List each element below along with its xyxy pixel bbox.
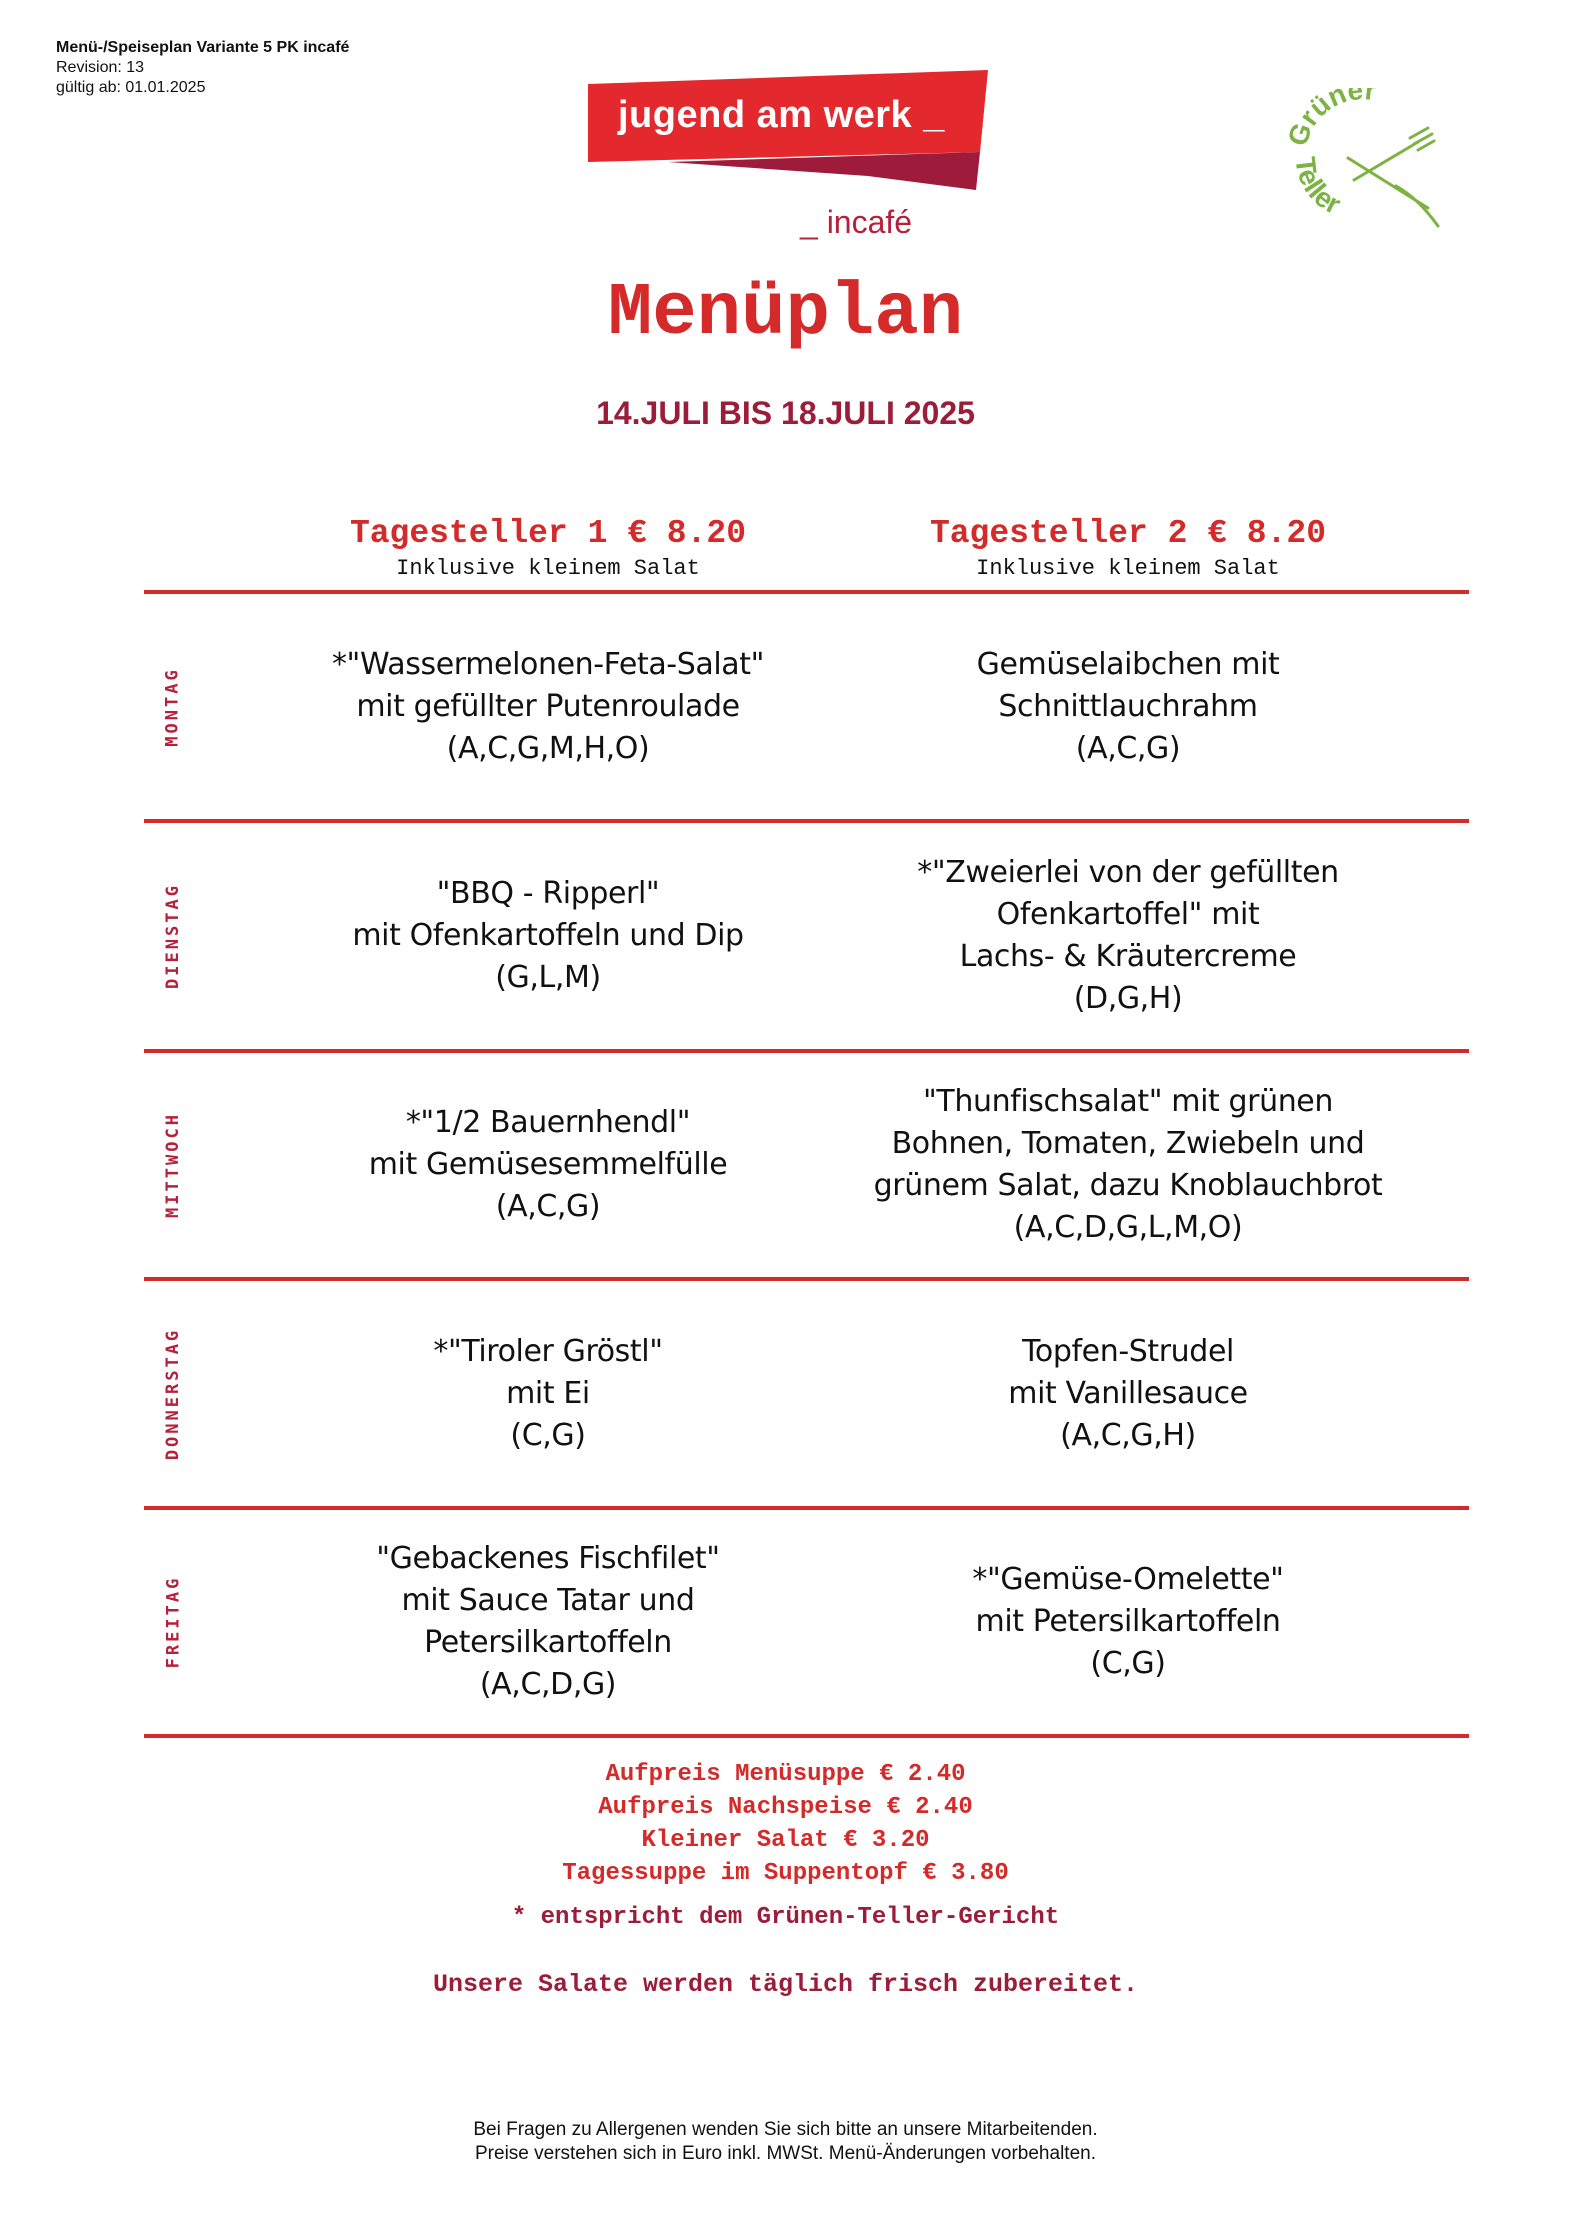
- dish-mittwoch-2: "Thunfischsalat" mit grünen Bohnen, Tomaten, Zwiebeln und grünem Salat, dazu Knoblauchbrot (A,C,D,G,L,M,O): [873, 1084, 1383, 1245]
- day-label-mittwoch: [150, 1053, 196, 1277]
- footer: [0, 2118, 1571, 2166]
- extras-list: [0, 1758, 1571, 1890]
- meta-revision: Revision: 13: [56, 59, 145, 76]
- jugend-am-werk-logo: [588, 70, 998, 240]
- day-label-text: DIENSTAG: [163, 883, 184, 989]
- logo-sub-text: _ incafé: [800, 204, 913, 240]
- gruener-teller-icon: [1278, 88, 1448, 238]
- column-1-name: Tagesteller 1 € 8.20: [349, 515, 747, 552]
- footer-allergen-note: Bei Fragen zu Allergenen wenden Sie sich bitte an unsere Mitarbeitenden.: [473, 2119, 1098, 2140]
- day-label-text: MITTWOCH: [163, 1112, 184, 1218]
- document-meta: [56, 38, 349, 98]
- day-label-freitag: [150, 1510, 196, 1734]
- logo-brand-text: jugend am werk _: [618, 94, 945, 136]
- extra-dessert: Aufpreis Nachspeise € 2.40: [598, 1794, 973, 1821]
- dish-montag-1: *"Wassermelonen-Feta-Salat" mit gefüllter Putenroulade (A,C,G,M,H,O): [331, 646, 765, 766]
- dish-freitag-1: "Gebackenes Fischfilet" mit Sauce Tatar und Petersilkartoffeln (A,C,D,G): [376, 1541, 720, 1702]
- day-label-donnerstag: [150, 1281, 196, 1506]
- day-label-text: DONNERSTAG: [163, 1327, 184, 1460]
- date-range: 14.JULI BIS 18.JULI 2025: [596, 395, 975, 431]
- extra-soup-pot: Tagessuppe im Suppentopf € 3.80: [562, 1860, 1009, 1887]
- page-title: Menüplan: [607, 272, 964, 356]
- meta-title: Menü-/Speiseplan Variante 5 PK incafé: [56, 39, 350, 56]
- column-2-note: Inklusive kleinem Salat: [976, 556, 1280, 581]
- day-label-dienstag: [150, 823, 196, 1049]
- meta-valid-from: gültig ab: 01.01.2025: [56, 79, 206, 96]
- divider: [144, 1734, 1469, 1738]
- column-header-2: [836, 515, 1420, 581]
- gruener-teller-badge: [1278, 88, 1448, 238]
- svg-text:Teller: [1290, 155, 1346, 220]
- dish-freitag-2: *"Gemüse-Omelette" mit Petersilkartoffeln (C,G): [972, 1562, 1284, 1681]
- svg-text:Grüner: [1282, 88, 1378, 150]
- extra-soup: Aufpreis Menüsuppe € 2.40: [605, 1761, 966, 1788]
- green-plate-note: * entspricht dem Grünen-Teller-Gericht: [511, 1904, 1060, 1931]
- day-label-text: FREITAG: [163, 1575, 183, 1669]
- dish-dienstag-2: *"Zweierlei von der gefüllten Ofenkartoffel" mit Lachs- & Kräutercreme (D,G,H): [917, 855, 1339, 1016]
- salad-note: Unsere Salate werden täglich frisch zubereitet.: [432, 1970, 1139, 1999]
- dish-montag-2: Gemüselaibchen mit Schnittlauchrahm (A,C,G): [976, 646, 1280, 766]
- column-header-1: [256, 515, 840, 581]
- column-2-name: Tagesteller 2 € 8.20: [929, 515, 1327, 552]
- day-label-montag: [150, 594, 196, 819]
- dish-dienstag-1: "BBQ - Ripperl" mit Ofenkartoffeln und Dip (G,L,M): [352, 876, 744, 995]
- column-1-note: Inklusive kleinem Salat: [396, 556, 700, 581]
- dish-donnerstag-2: Topfen-Strudel mit Vanillesauce (A,C,G,H): [1008, 1333, 1248, 1453]
- badge-line1: Grüner: [1281, 88, 1378, 150]
- footer-price-note: Preise verstehen sich in Euro inkl. MWSt. Menü-Änderungen vorbehalten.: [475, 2143, 1096, 2164]
- badge-line2: Teller: [1289, 155, 1346, 221]
- day-label-text: MONTAG: [163, 666, 184, 747]
- dish-mittwoch-1: *"1/2 Bauernhendl" mit Gemüsesemmelfülle (A,C,G): [368, 1105, 728, 1224]
- dish-donnerstag-1: *"Tiroler Gröstl" mit Ei (C,G): [433, 1333, 663, 1453]
- extra-small-salad: Kleiner Salat € 3.20: [641, 1827, 930, 1854]
